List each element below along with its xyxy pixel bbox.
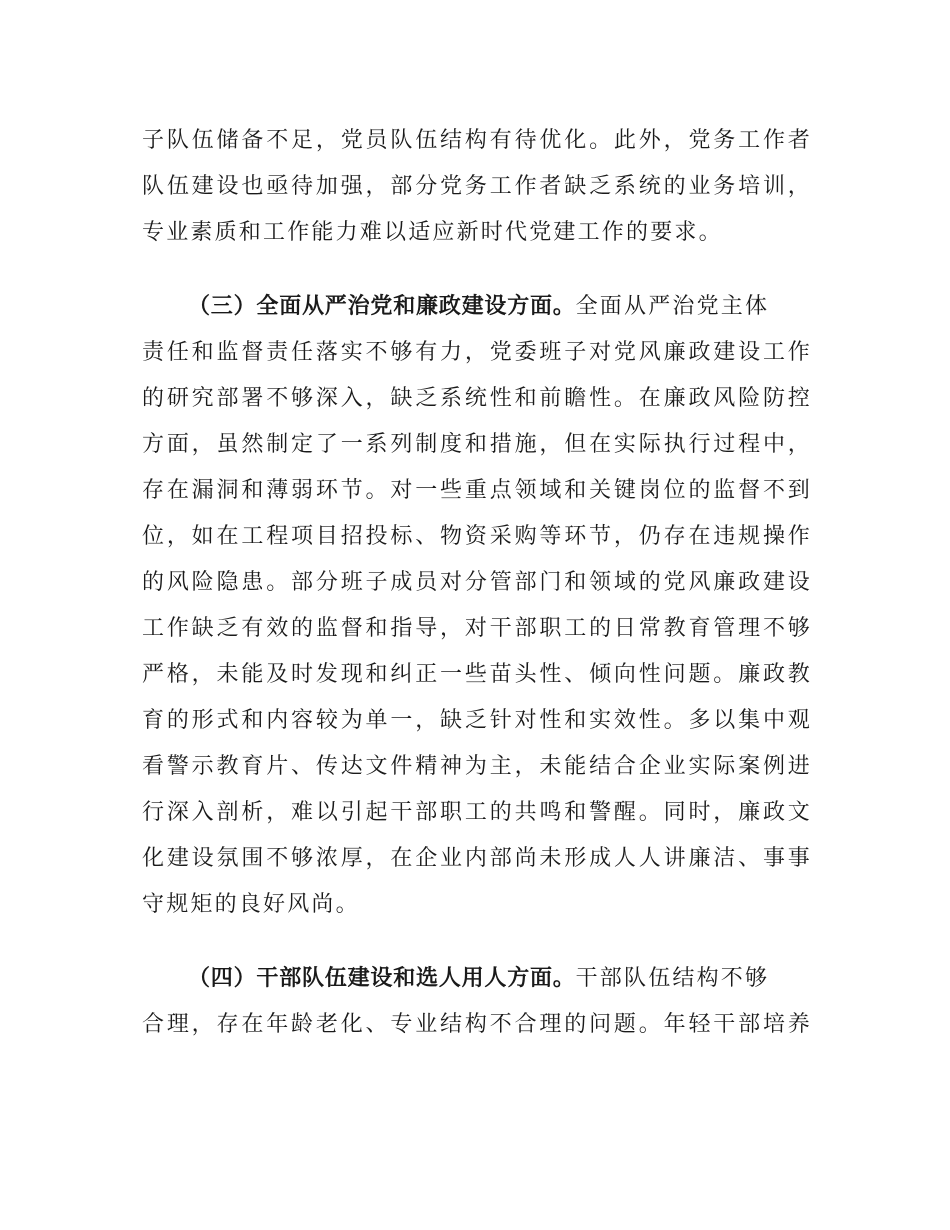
- text-line: 的风险隐患。部分班子成员对分管部门和领域的党风廉政建设: [142, 570, 812, 595]
- paragraph-2: [142, 284, 812, 928]
- paragraph-spacer: [142, 928, 812, 956]
- text-line: 的研究部署不够深入，缺乏系统性和前瞻性。在廉政风险防控: [142, 386, 812, 411]
- text-line: 守规矩的良好风尚。: [142, 892, 360, 917]
- text-line: 行深入剖析，难以引起干部职工的共鸣和警醒。同时，廉政文: [142, 800, 812, 825]
- paragraph-spacer: [142, 256, 812, 284]
- text-line: 工作缺乏有效的监督和指导，对干部职工的日常教育管理不够: [142, 616, 812, 641]
- text-line: 方面，虽然制定了一系列制度和措施，但在实际执行过程中，: [142, 432, 812, 457]
- text-line: 专业素质和工作能力难以适应新时代党建工作的要求。: [142, 220, 723, 245]
- paragraph-1: [142, 118, 812, 256]
- document-body: [142, 118, 812, 1048]
- section-heading-4: （四）干部队伍建设和选人用人方面。: [188, 966, 576, 991]
- text-line: 育的形式和内容较为单一，缺乏针对性和实效性。多以集中观: [142, 708, 812, 733]
- paragraph-3: [142, 956, 812, 1048]
- text-line: 合理，存在年龄老化、专业结构不合理的问题。年轻干部培养: [142, 1012, 812, 1037]
- text-line: [142, 956, 812, 1002]
- text-line: 子队伍储备不足，党员队伍结构有待优化。此外，党务工作者: [142, 128, 812, 153]
- text-line: 存在漏洞和薄弱环节。对一些重点领域和关键岗位的监督不到: [142, 478, 812, 503]
- section-heading-3: （三）全面从严治党和廉政建设方面。: [188, 294, 576, 319]
- heading-continuation: 干部队伍结构不够: [575, 966, 770, 991]
- heading-continuation: 全面从严治党主体: [575, 294, 770, 319]
- text-line: 看警示教育片、传达文件精神为主，未能结合企业实际案例进: [142, 754, 812, 779]
- text-line: 位，如在工程项目招投标、物资采购等环节，仍存在违规操作: [142, 524, 812, 549]
- text-line: 责任和监督责任落实不够有力，党委班子对党风廉政建设工作: [142, 340, 812, 365]
- text-line: 严格，未能及时发现和纠正一些苗头性、倾向性问题。廉政教: [142, 662, 812, 687]
- text-line: 化建设氛围不够浓厚，在企业内部尚未形成人人讲廉洁、事事: [142, 846, 812, 871]
- text-line: 队伍建设也亟待加强，部分党务工作者缺乏系统的业务培训，: [142, 174, 812, 199]
- text-line: [142, 284, 812, 330]
